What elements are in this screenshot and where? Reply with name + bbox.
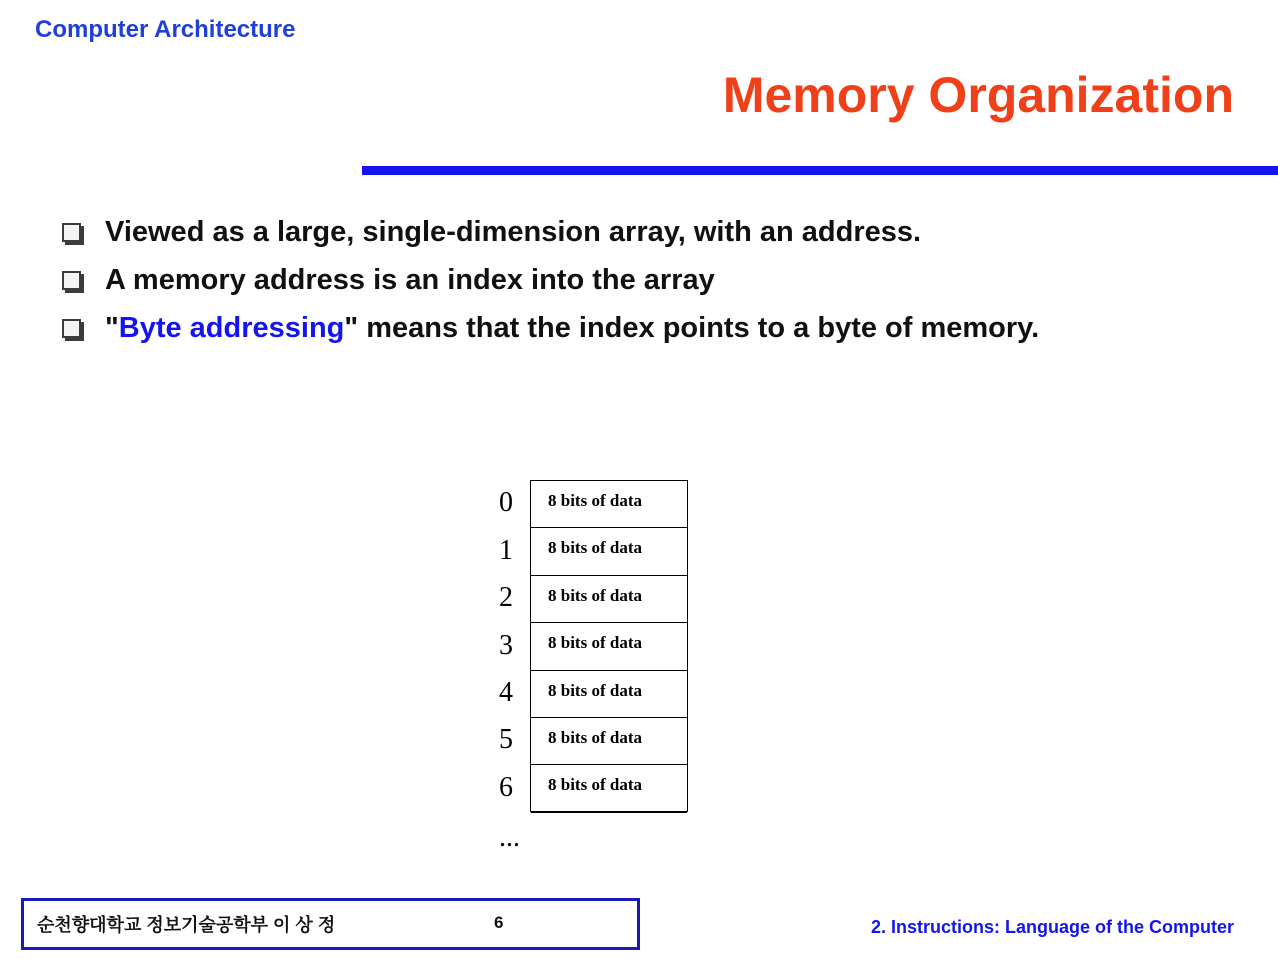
memory-array <box>530 480 688 812</box>
bullet-text: A memory address is an index into the array <box>105 263 715 296</box>
memory-cell: 8 bits of data <box>531 718 687 765</box>
footer-author: 순천향대학교 정보기술공학부 이 상 정 <box>37 915 336 935</box>
bullet-text-suffix: " means that the index points to a byte of memory. <box>344 311 1040 344</box>
memory-cell: 8 bits of data <box>531 623 687 670</box>
memory-cell: 8 bits of data <box>531 576 687 623</box>
memory-cell: 8 bits of data <box>531 481 687 528</box>
memory-cell: 8 bits of data <box>531 671 687 718</box>
bullet-text: Viewed as a large, single-dimension array, with an address. <box>105 215 922 248</box>
bullet-item <box>62 256 1039 304</box>
title-underline <box>362 166 1278 175</box>
page-number: 6 <box>494 913 504 932</box>
address-label: 1 <box>499 535 513 566</box>
address-label: 6 <box>499 772 513 803</box>
address-label: 4 <box>499 677 513 708</box>
memory-cell: 8 bits of data <box>531 765 687 812</box>
footer-box <box>21 898 640 950</box>
address-label: 0 <box>499 487 513 518</box>
square-bullet-icon <box>62 271 81 290</box>
square-bullet-icon <box>62 223 81 242</box>
footer-chapter: 2. Instructions: Language of the Computer <box>870 917 1234 937</box>
address-ellipsis: ... <box>499 822 520 853</box>
bullet-list <box>62 208 1039 352</box>
bullet-item <box>62 304 1039 352</box>
address-label: 5 <box>499 724 513 755</box>
address-label: 3 <box>499 630 513 661</box>
bullet-highlight: Byte addressing <box>118 311 345 344</box>
course-title: Computer Architecture <box>35 16 296 43</box>
slide-title: Memory Organization <box>722 67 1234 123</box>
bullet-text-prefix: " <box>105 311 119 344</box>
address-label: 2 <box>499 582 513 613</box>
bullet-item <box>62 208 1039 256</box>
square-bullet-icon <box>62 319 81 338</box>
memory-cell: 8 bits of data <box>531 528 687 575</box>
